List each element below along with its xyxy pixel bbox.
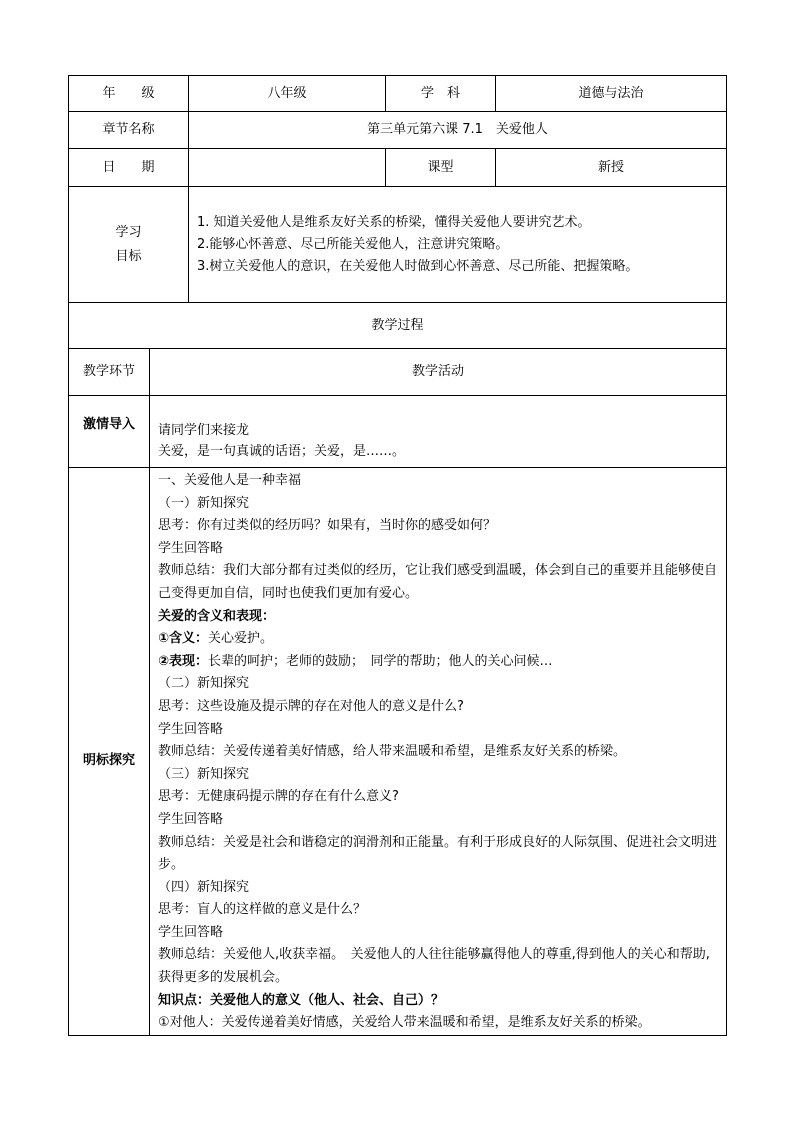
col-header-activity: 教学活动: [150, 349, 727, 396]
expression-text: 长辈的呵护；老师的鼓励； 同学的帮助；他人的关心问候…: [208, 653, 553, 669]
intro-label: 激情导入: [69, 396, 150, 468]
subsection-heading: （一）新知探究: [158, 495, 250, 511]
goals-label-line1: 学习: [115, 224, 142, 240]
goal-item: 1. 知道关爱他人是维系友好关系的桥梁，懂得关爱他人要讲究艺术。: [197, 214, 591, 230]
process-title: 教学过程: [69, 303, 727, 349]
answer-line: 学生回答略: [158, 811, 224, 827]
grade-row: [69, 76, 727, 112]
summary-line: 教师总结：关爱传递着美好情感，给人带来温暖和希望，是维系友好关系的桥梁。: [158, 744, 627, 760]
intro-line: 请同学们来接龙: [158, 423, 250, 438]
explore-row: [69, 468, 727, 1036]
meaning-text: 关心爱护。: [208, 631, 274, 647]
goals-list: [189, 187, 727, 303]
grade-value: 八年级: [189, 76, 386, 112]
chapter-row: [69, 112, 727, 149]
question-line: 思考：你有过类似的经历吗？如果有，当时你的感受如何？: [158, 518, 497, 534]
subsection-heading: （二）新知探究: [158, 676, 250, 692]
chapter-label: 章节名称: [69, 112, 189, 149]
section-heading: 一、关爱他人是一种幸福: [158, 473, 302, 488]
subsection-heading: （三）新知探究: [158, 766, 250, 782]
col-header-stage: 教学环节: [69, 349, 150, 396]
type-label: 课型: [386, 149, 496, 187]
process-title-row: [69, 303, 727, 349]
type-value: 新授: [496, 149, 727, 187]
subject-value: 道德与法治: [496, 76, 727, 112]
lesson-plan-table: [68, 75, 727, 1036]
key-heading: 关爱的含义和表现：: [158, 608, 276, 624]
process-header-row: [69, 349, 727, 396]
answer-line: 学生回答略: [158, 721, 224, 737]
intro-row: [69, 396, 727, 468]
date-value: [189, 149, 386, 187]
expression-prefix: ②表现：: [158, 653, 209, 669]
date-label: 日 期: [69, 149, 189, 187]
goals-label-line2: 目标: [115, 248, 142, 264]
intro-line: 关爱，是一句真诚的话语；关爱，是……。: [158, 444, 406, 459]
date-row: [69, 149, 727, 187]
goal-item: 2.能够心怀善意、尽己所能关爱他人，注意讲究策略。: [197, 236, 509, 252]
explore-label: 明标探究: [69, 468, 150, 1036]
goals-row: [69, 187, 727, 303]
question-line: 思考：这些设施及提示牌的存在对他人的意义是什么?: [158, 698, 464, 714]
explore-content: [150, 468, 727, 1036]
chapter-value: 第三单元第六课 7.1 关爱他人: [189, 112, 727, 149]
intro-content: [150, 396, 727, 468]
goal-item: 3.树立关爱他人的意识，在关爱他人时做到心怀善意、尽己所能、把握策略。: [197, 258, 639, 274]
summary-line: 教师总结：关爱是社会和谐稳定的润滑剂和正能量。有利于形成良好的人际氛围、促进社会文明进步。: [158, 834, 718, 873]
grade-label: 年 级: [69, 76, 189, 112]
summary-line: 教师总结：我们大部分都有过类似的经历，它让我们感受到温暖，体会到自己的重要并且能够使自己变得更加自信，同时也使我们更加有爱心。: [158, 563, 718, 601]
knowledge-item: ①对他人：关爱传递着美好情感，关爱给人带来温暖和希望，是维系友好关系的桥梁。: [158, 1015, 651, 1031]
answer-line: 学生回答略: [158, 540, 224, 556]
subsection-heading: （四）新知探究: [158, 879, 250, 895]
subject-label: 学 科: [386, 76, 496, 112]
meaning-prefix: ①含义：: [158, 631, 209, 647]
goals-label: [69, 187, 189, 303]
answer-line: 学生回答略: [158, 924, 224, 940]
question-line: 思考：无健康码提示牌的存在有什么意义?: [158, 789, 399, 805]
summary-line: 教师总结：关爱他人,收获幸福。 关爱他人的人往往能够赢得他人的尊重,得到他人的关心和帮助,获得更多的发展机会。: [158, 947, 710, 986]
question-line: 思考：盲人的这样做的意义是什么？: [158, 902, 367, 918]
knowledge-heading: 知识点：关爱他人的意义（他人、社会、自己）？: [158, 992, 445, 1008]
expression-line: [158, 651, 722, 674]
meaning-line: [158, 628, 722, 651]
